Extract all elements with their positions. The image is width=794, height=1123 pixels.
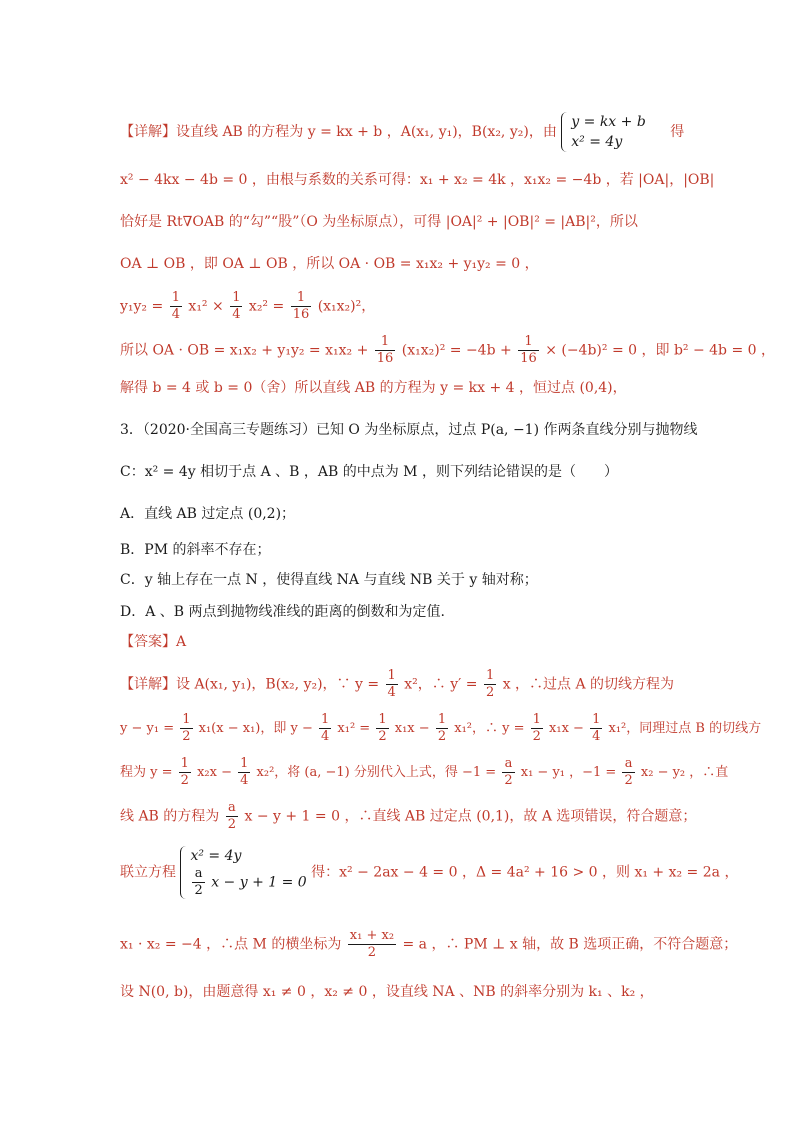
detail2-line-2: y − y₁ = $\frac{1}{2}$ x₁(x − x₁)，即 y − $\frac{1}{4}$ x₁² = $\frac{1}{2}$ x₁x − $\frac{1}{2}$ x₁²，∴ y = $\frac{1}{2}$ x₁x − $\frac{1}{4}$ x₁²，同理过点 B 的切线方 [120, 712, 762, 744]
option-b: B．PM 的斜率不存在； [120, 542, 271, 558]
fraction: $\frac{1}{4}$ [387, 668, 396, 700]
detail-line-5: y₁y₂ = $\frac{1}{4}$ x₁² × $\frac{1}{4}$ x₂² = $\frac{1}{16}$ (x₁x₂)²， [120, 290, 376, 322]
option-c: C．y 轴上存在一点 N ，使得直线 NA 与直线 NB 关于 y 轴对称； [120, 572, 538, 588]
fraction: $\frac{1}{16}$ [292, 290, 310, 322]
answer-label: 【答案】A [120, 634, 187, 650]
detail2-line-6: x₁ · x₂ = −4 ，∴点 M 的横坐标为 $\frac{\text{x₁ + x₂}}{2}$ = a ，∴ PM ⊥ x 轴，故 B 选项正确，不符合题意； [120, 928, 738, 960]
fraction: $\frac{1}{4}$ [232, 290, 241, 322]
fraction: $\frac{a}{2}$ [227, 800, 237, 832]
option-d: D．A 、B 两点到抛物线准线的距离的倒数和为定值. [120, 604, 445, 620]
fraction: $\frac{a}{2}$ [624, 756, 633, 788]
detail-line-6: 所以 OA · OB = x₁x₂ + y₁y₂ = x₁x₂ + $\frac{1}{16}$ (x₁x₂)² = −4b + $\frac{1}{16}$ × (−4b)² = 0 ，即 b² − 4b = 0 ， [120, 334, 776, 366]
question-3-line-1: 3．（2020·全国高三专题练习）已知 O 为坐标原点，过点 P(a, −1) 作两条直线分别与抛物线 [120, 422, 698, 438]
fraction: $\frac{1}{16}$ [376, 334, 394, 366]
fraction: $\frac{1}{2}$ [182, 712, 191, 744]
detail2-line-5: 联立方程 x² = 4y $\frac{a}{2}$ x − y + 1 = 0 得：x² − 2ax − 4 = 0 ，Δ = 4a² + 16 > 0 ，则 x₁ + x₂ = 2a ， [120, 848, 739, 898]
fraction: $\frac{1}{2}$ [485, 668, 495, 700]
detail-line-3: 恰好是 Rt∇OAB 的“勾”“股”（O 为坐标原点），可得 |OA|² + |OB|² = |AB|²，所以 [120, 214, 638, 230]
equation-system-1: y = kx + b x² = 4y [561, 112, 646, 152]
fraction: $\frac{1}{4}$ [171, 290, 180, 322]
detail-line-7: 解得 b = 4 或 b = 0（舍）所以直线 AB 的方程为 y = kx + 4 ，恒过点 (0,4)， [120, 380, 627, 396]
fraction: $\frac{1}{2}$ [378, 712, 387, 744]
fraction: $\frac{a}{2}$ [504, 756, 513, 788]
detail-line-1: 【详解】设直线 AB 的方程为 y = kx + b ，A(x₁, y₁)，B(x₂, y₂)，由 y = kx + b x² = 4y 得 [120, 114, 685, 150]
detail-line-1-text: 【详解】设直线 AB 的方程为 y = kx + b ，A(x₁, y₁)，B(x₂, y₂)，由 [120, 124, 557, 140]
detail2-line-4: 线 AB 的方程为 $\frac{a}{2}$ x − y + 1 = 0 ，∴直线 AB 过定点 (0,1)，故 A 选项错误，符合题意； [120, 800, 697, 832]
fraction: $\frac{1}{2}$ [180, 756, 189, 788]
fraction: $\frac{1}{2}$ [437, 712, 447, 744]
detail-line-2: x² − 4kx − 4b = 0 ，由根与系数的关系可得：x₁ + x₂ = 4k ，x₁x₂ = −4b ，若 |OA|，|OB| [120, 172, 715, 188]
fraction: $\frac{1}{4}$ [321, 712, 330, 744]
option-a: A．直线 AB 过定点 (0,2)； [120, 506, 296, 522]
question-3-line-2: C：x² = 4y 相切于点 A 、B ，AB 的中点为 M ，则下列结论错误的是（ ） [120, 464, 618, 480]
detail2-line-3: 程为 y = $\frac{1}{2}$ x₂x − $\frac{1}{4}$ x₂²，将 (a, −1) 分别代入上式，得 −1 = $\frac{a}{2}$ x₁ − y₁ ，−1 = $\frac{a}{2}$ x₂ − y₂ ，∴直 [120, 756, 729, 788]
fraction: $\frac{a}{2}$ [194, 866, 203, 898]
equation-system-2: x² = 4y $\frac{a}{2}$ x − y + 1 = 0 [180, 846, 306, 899]
detail2-line-7: 设 N(0, b)，由题意得 x₁ ≠ 0 ，x₂ ≠ 0 ，设直线 NA 、NB 的斜率分别为 k₁ 、k₂ ， [120, 984, 654, 1000]
fraction: $\frac{1}{16}$ [520, 334, 537, 366]
fraction: $\frac{\text{x₁ + x₂}}{2}$ [349, 928, 395, 960]
detail2-line-1: 【详解】设 A(x₁, y₁)，B(x₂, y₂)，∵ y = $\frac{1}{4}$ x²，∴ y′ = $\frac{1}{2}$ x ，∴过点 A 的切线方程为 [120, 668, 675, 700]
detail-line-4: OA ⊥ OB ，即 OA ⊥ OB ，所以 OA · OB = x₁x₂ + y₁y₂ = 0 ， [120, 256, 539, 272]
fraction: $\frac{1}{2}$ [532, 712, 541, 744]
fraction: $\frac{1}{4}$ [240, 756, 249, 788]
fraction: $\frac{1}{4}$ [592, 712, 601, 744]
